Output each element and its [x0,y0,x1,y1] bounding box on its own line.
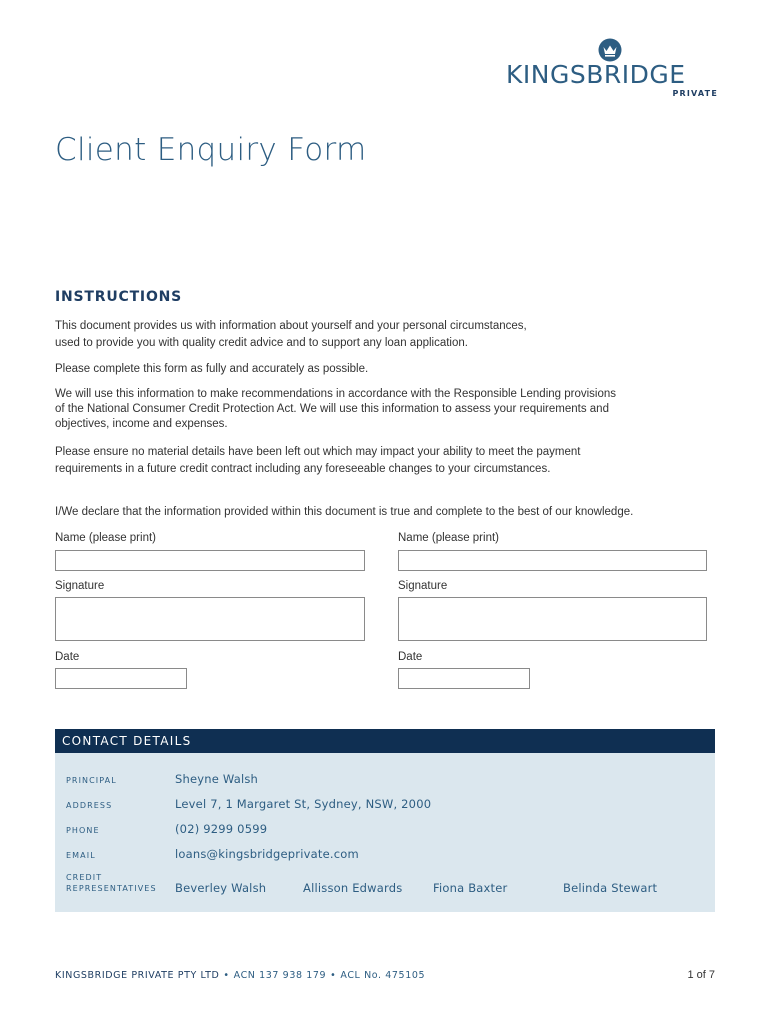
footer-acl: ACL No. 475105 [340,970,426,981]
footer-acn: ACN 137 938 179 [233,970,327,981]
kingsbridge-logo [506,38,718,100]
instructions-heading: INSTRUCTIONS [55,289,183,305]
footer-bullet: • [330,970,337,981]
reps-label [66,872,157,894]
date-input-1[interactable] [55,668,187,689]
email-value[interactable]: loans@kingsbridgeprivate.com [175,847,359,861]
contact-details-panel [55,729,715,912]
instructions-paragraph-2: Please complete this form as fully and accurately as possible. [55,363,369,375]
footer-bullet: • [223,970,230,981]
phone-value: (02) 9299 0599 [175,822,268,836]
text-line: requirements in a future credit contract including any foreseeable changes to your circumstances. [55,463,551,475]
instructions-paragraph-4 [55,444,715,478]
rep-name: Beverley Walsh [175,881,267,895]
phone-label: PHONE [66,826,100,835]
name-input-1[interactable] [55,550,365,571]
text-line: objectives, income and expenses. [55,418,228,430]
text-line: We will use this information to make recommendations in accordance with the Responsible Lending provisions [55,388,617,400]
signature-label-1: Signature [55,580,105,592]
page-number: 1 of 7 [687,969,715,981]
logo-subtitle: PRIVATE [672,89,718,98]
date-input-2[interactable] [398,668,530,689]
footer-company: KINGSBRIDGE PRIVATE PTY LTD [55,970,220,981]
declaration-text: I/We declare that the information provided within this document is true and complete to the best of our knowledge. [55,506,634,518]
reps-label-line: CREDIT [66,873,103,882]
address-label: ADDRESS [66,801,113,810]
instructions-paragraph-3 [55,387,715,432]
page-title: Client Enquiry Form [55,132,367,168]
rep-name: Fiona Baxter [433,881,508,895]
text-line: Please ensure no material details have been left out which may impact your ability to meet the payment [55,446,581,458]
signature-label-2: Signature [398,580,448,592]
name-input-2[interactable] [398,550,707,571]
text-line: used to provide you with quality credit advice and to support any loan application. [55,337,468,349]
contact-details-header: CONTACT DETAILS [55,729,715,753]
footer [55,970,425,981]
principal-value: Sheyne Walsh [175,772,259,786]
name-label-1: Name (please print) [55,532,156,544]
name-label-2: Name (please print) [398,532,499,544]
instructions-paragraph-1 [55,318,715,352]
email-label: EMAIL [66,851,96,860]
signature-box-1[interactable] [55,597,365,641]
signature-box-2[interactable] [398,597,707,641]
text-line: This document provides us with information about yourself and your personal circumstances, [55,320,527,332]
date-label-2: Date [398,651,423,663]
crown-icon [598,38,622,62]
date-label-1: Date [55,651,80,663]
principal-label: PRINCIPAL [66,776,117,785]
rep-name: Allisson Edwards [303,881,403,895]
logo-wordmark: KINGSBRIDGE [506,60,686,89]
rep-name: Belinda Stewart [563,881,658,895]
address-value: Level 7, 1 Margaret St, Sydney, NSW, 2000 [175,797,432,811]
reps-label-line: REPRESENTATIVES [66,884,157,893]
text-line: of the National Consumer Credit Protection Act. We will use this information to assess your requirements and [55,403,609,415]
